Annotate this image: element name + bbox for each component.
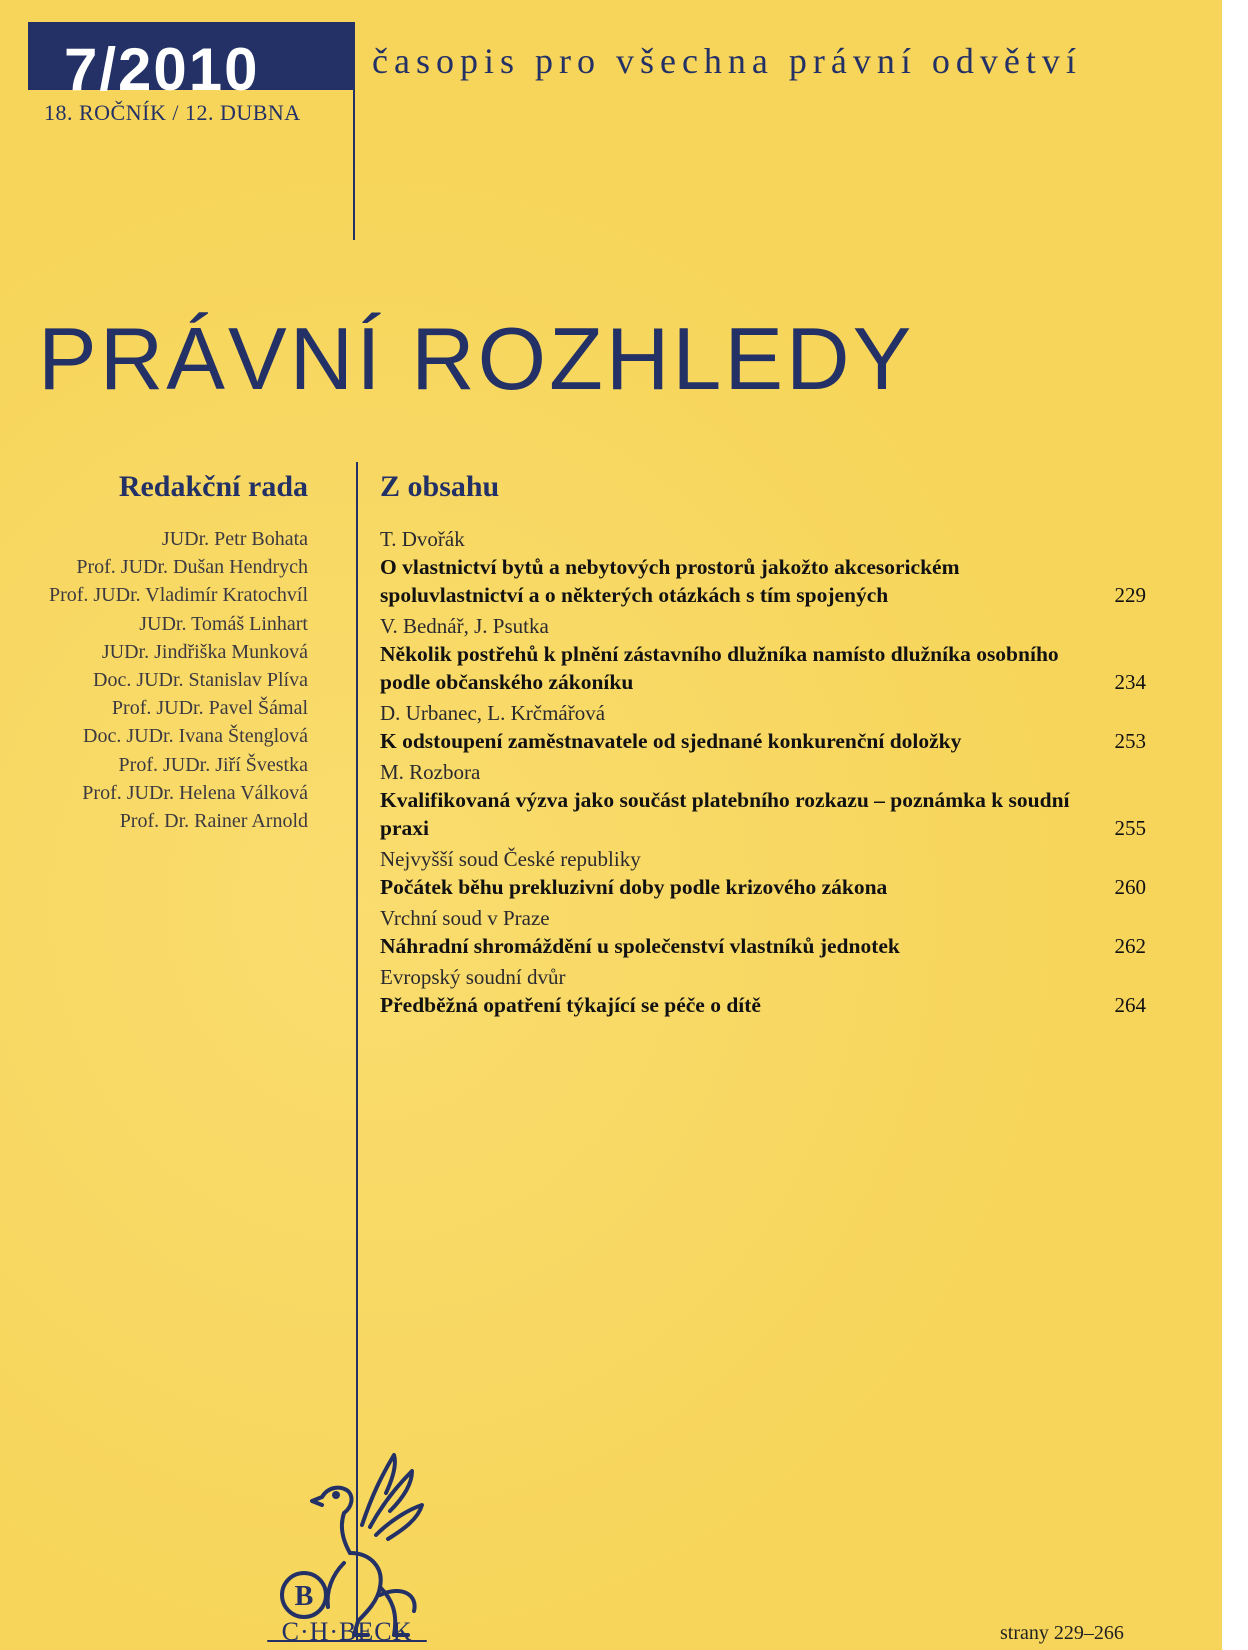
contents-entry [380,759,1146,842]
entry-page-number: 255 [1114,816,1146,840]
entry-title: Náhradní shromáždění u společenství vlastníků jednotek [380,934,900,958]
entry-row [380,727,1146,755]
entry-title: Počátek běhu prekluzivní doby podle krizového zákona [380,875,888,899]
issue-badge [28,22,354,103]
volume-date-line: 18. ROČNÍK / 12. DUBNA [44,100,301,125]
entry-row [380,873,1146,901]
board-member: Prof. JUDr. Helena Válková [82,781,308,804]
entry-row [380,640,1146,696]
entry-page-number: 229 [1114,583,1146,607]
entry-page-number: 262 [1114,934,1146,958]
logo-letter: B [294,1581,314,1612]
entry-page-number: 264 [1114,993,1146,1017]
entry-title: O vlastnictví bytů a nebytových prostorů jakožto akcesorickém spoluvlastnictví a o některých otázkách s tím spojených [380,555,960,607]
entry-title: Předběžná opatření týkající se péče o dítě [380,993,761,1017]
entry-row [380,553,1146,609]
entry-page-number: 253 [1114,729,1146,753]
entry-title: Několik postřehů k plnění zástavního dlužníka namísto dlužníka osobního podle občanského zákoníku [380,642,1059,694]
editorial-board-list [49,525,308,835]
journal-title: PRÁVNÍ ROZHLEDY [38,309,915,408]
contents-entry [380,846,1146,901]
contents-entry [380,700,1146,755]
contents-entry [380,526,1146,609]
board-member: Doc. JUDr. Ivana Štenglová [83,725,308,748]
entry-title: K odstoupení zaměstnavatele od sjednané konkurenční doložky [380,729,962,753]
issue-number: 7/2010 [64,36,260,103]
entry-page-number: 260 [1114,875,1146,899]
entry-author: T. Dvořák [380,527,465,551]
entry-author: Vrchní soud v Praze [380,906,550,930]
board-member: JUDr. Jindřiška Munková [101,640,308,663]
contents-entry [380,964,1146,1019]
contents-entry [380,905,1146,960]
board-member: Prof. JUDr. Vladimír Kratochvíl [48,584,308,607]
journal-tagline: časopis pro všechna právní odvětví [372,41,1082,81]
board-member: Prof. Dr. Rainer Arnold [119,810,308,833]
entry-author: M. Rozbora [380,760,481,784]
board-member: JUDr. Tomáš Linhart [139,612,308,635]
editorial-board-heading: Redakční rada [118,470,308,503]
entry-title: Kvalifikovaná výzva jako součást platebního rozkazu – poznámka k soudní praxi [380,788,1070,840]
entry-row [380,786,1146,842]
table-of-contents [380,526,1146,1023]
publisher-name: C·H·BECK [281,1617,413,1646]
board-member: Doc. JUDr. Stanislav Plíva [93,669,308,692]
vertical-divider-top [353,22,355,240]
board-member: Prof. JUDr. Jiří Švestka [118,753,308,776]
entry-author: D. Urbanec, L. Krčmářová [380,701,606,725]
entry-author: Nejvyšší soud České republiky [380,847,641,871]
board-member: JUDr. Petr Bohata [161,528,308,550]
contents-heading: Z obsahu [380,470,500,503]
contents-entry [380,613,1146,696]
entry-row [380,932,1146,960]
board-member: Prof. JUDr. Pavel Šámal [111,697,308,720]
board-member: Prof. JUDr. Dušan Hendrych [76,556,308,579]
entry-row [380,991,1146,1019]
entry-author: Evropský soudní dvůr [380,965,566,989]
entry-author: V. Bednář, J. Psutka [380,614,549,638]
page-range: strany 229–266 [1000,1622,1124,1644]
entry-page-number: 234 [1114,670,1146,694]
